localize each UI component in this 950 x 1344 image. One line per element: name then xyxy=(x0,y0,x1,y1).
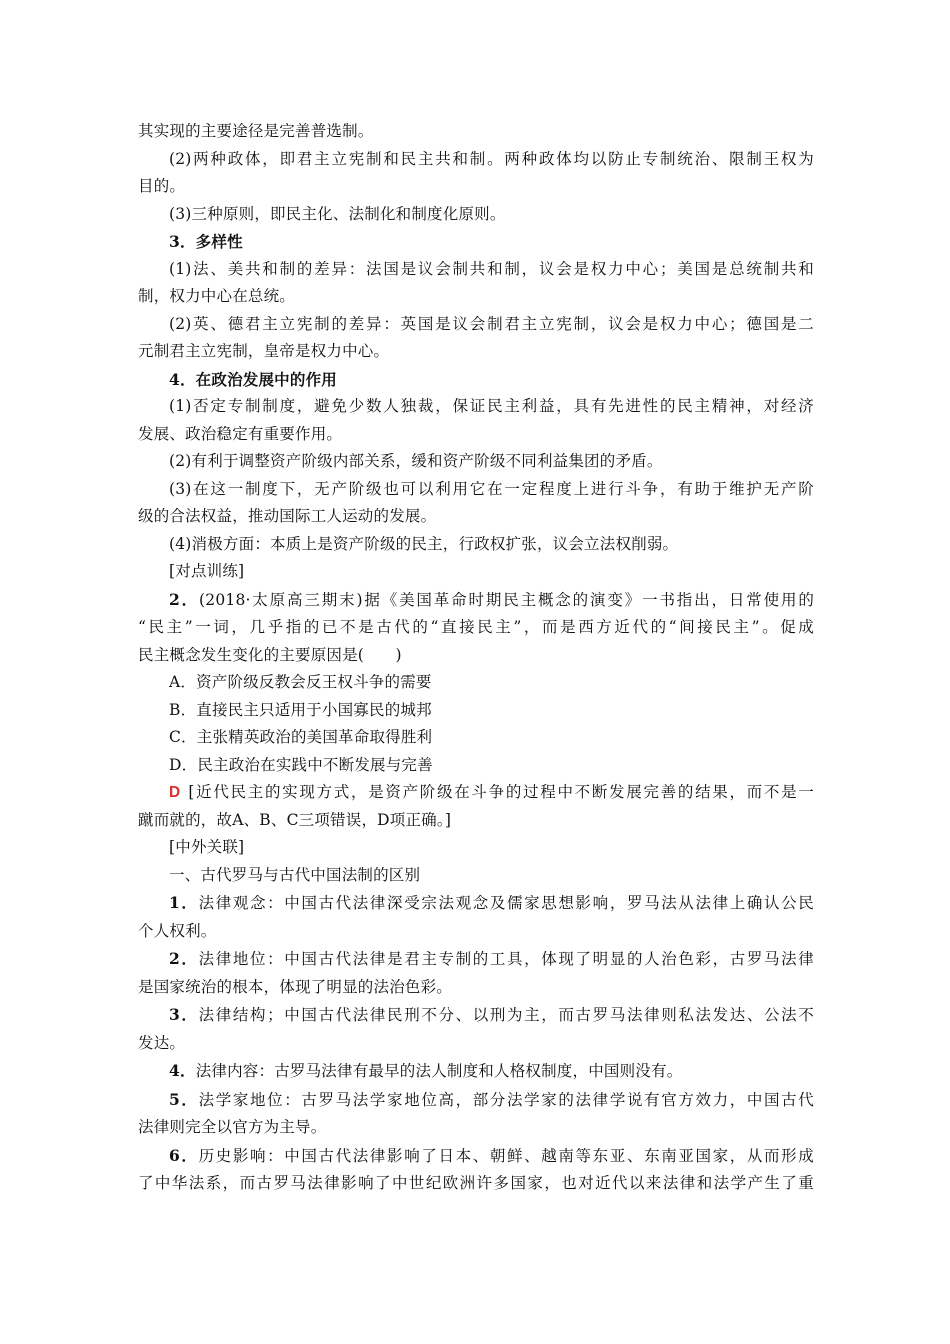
paragraph-line: (2)两种政体，即君主立宪制和民主共和制。两种政体均以防止专制统治、限制王权为 xyxy=(169,149,814,168)
answer-line xyxy=(138,779,814,807)
question-number: 2． xyxy=(169,589,200,609)
option-d: D．民主政治在实践中不断发展与完善 xyxy=(169,755,433,774)
paragraph-line: 目的。 xyxy=(138,177,186,195)
paragraph-line: 了中华法系，而古罗马法律影响了中世纪欧洲许多国家，也对近代以来法律和法学产生了重 xyxy=(138,1174,814,1192)
paragraph-line: 发展、政治稳定有重要作用。 xyxy=(138,424,343,443)
list-item: 2．法律地位：中国古代法律是君主专制的工具，体现了明显的人治色彩，古罗马法律 xyxy=(169,949,815,968)
paragraph-line: (3)三种原则，即民主化、法制化和制度化原则。 xyxy=(169,204,506,223)
paragraph-line: 个人权利。 xyxy=(138,921,217,940)
list-item: 1．法律观念：中国古代法律深受宗法观念及儒家思想影响，罗马法从法律上确认公民 xyxy=(169,893,815,912)
question-line: “民主”一词，几乎指的已不是古代的“直接民主”，而是西方近代的“间接民主”。促成 xyxy=(138,618,814,636)
paragraph-line: 制，权力中心在总统。 xyxy=(138,287,296,305)
answer-line: 蹴而就的，故A、B、C三项错误，D项正确。] xyxy=(138,810,452,829)
section-label: [对点训练] xyxy=(169,562,245,580)
paragraph-line: (4)消极方面：本质上是资产阶级的民主，行政权扩张，议会立法权削弱。 xyxy=(169,534,679,553)
option-b: B．直接民主只适用于小国寡民的城邦 xyxy=(169,700,432,719)
paragraph-line: (1)法、美共和制的差异：法国是议会制共和制，议会是权力中心；美国是总统制共和 xyxy=(169,259,814,278)
list-item: 5．法学家地位：古罗马法学家地位高，部分法学家的法律学说有官方效力，中国古代 xyxy=(169,1089,815,1109)
paragraph-line: (3)在这一制度下，无产阶级也可以利用它在一定程度上进行斗争，有助于维护无产阶 xyxy=(169,479,814,498)
paragraph-line: (1)否定专制制度，避免少数人独裁，保证民主利益，具有先进性的民主精神，对经济 xyxy=(169,397,814,415)
answer-letter: D xyxy=(169,784,181,801)
section-heading: 3．多样性 xyxy=(169,232,243,251)
question-text: 据《美国革命时期民主概念的演变》一书指出，日常使用的 xyxy=(362,590,815,609)
section-heading: 一、古代罗马与古代中国法制的区别 xyxy=(169,865,421,884)
paragraph-line: 元制君主立宪制，皇帝是权力中心。 xyxy=(138,342,390,360)
question-source: (2018·太原高三期末) xyxy=(199,590,363,609)
section-label: [中外关联] xyxy=(169,838,245,856)
paragraph-line: 级的合法权益，推动国际工人运动的发展。 xyxy=(138,507,437,525)
paragraph-line: (2)英、德君主立宪制的差异：英国是议会制君主立宪制，议会是权力中心；德国是二 xyxy=(169,314,814,333)
answer-explanation: [近代民主的实现方式，是资产阶级在斗争的过程中不断发展完善的结果，而不是一 xyxy=(188,783,814,801)
list-item: 4．法律内容：古罗马法律有最早的法人制度和人格权制度，中国则没有。 xyxy=(169,1061,683,1080)
section-heading: 4．在政治发展中的作用 xyxy=(169,369,337,389)
list-item: 6．历史影响：中国古代法律影响了日本、朝鲜、越南等东亚、东南亚国家，从而形成 xyxy=(169,1145,815,1165)
paragraph-line: 发达。 xyxy=(138,1033,186,1052)
paragraph-line: 法律则完全以官方为主导。 xyxy=(138,1118,327,1136)
document-page xyxy=(138,118,814,1198)
option-c: C．主张精英政治的美国革命取得胜利 xyxy=(169,728,433,746)
question-line: 民主概念发生变化的主要原因是( ) xyxy=(138,645,402,664)
paragraph-line: (2)有利于调整资产阶级内部关系，缓和资产阶级不同利益集团的矛盾。 xyxy=(169,452,663,470)
paragraph-line: 其实现的主要途径是完善普选制。 xyxy=(138,122,374,140)
paragraph-line: 是国家统治的根本，体现了明显的法治色彩。 xyxy=(138,977,453,996)
list-item: 3．法律结构；中国古代法律民刑不分、以刑为主，而古罗马法律则私法发达、公法不 xyxy=(169,1005,815,1024)
option-a: A．资产阶级反教会反王权斗争的需要 xyxy=(169,673,432,691)
question-line xyxy=(138,586,814,615)
